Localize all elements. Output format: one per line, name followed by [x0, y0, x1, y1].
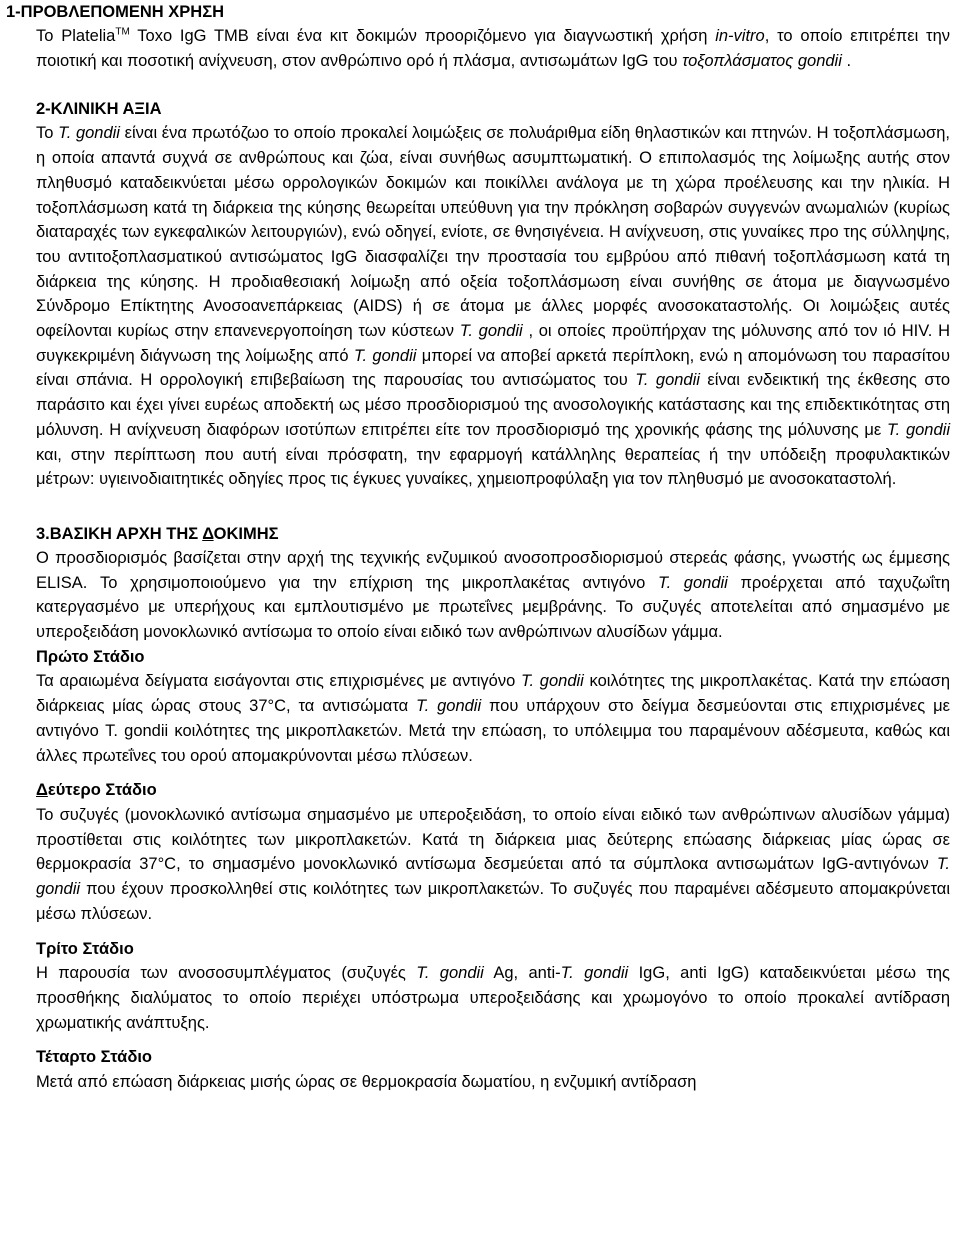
clinical-value-paragraph	[36, 121, 950, 492]
heading-run: εύτερο Στάδιο	[47, 781, 157, 800]
text-run: Το συζυγές (μονοκλωνικό αντίσωμα σημασμένο με υπεροξειδάση, το οποίο είναι ειδικό των ανθρώπινων αλυσίδων γάμμα) προστίθεται στις κοιλότητες των μικροπλακετών. Κατά τη διάρκεια μιας δεύτερης επώασης διάρκειας μίας ώρας σε θερμοκρασία 37°C, το σημασμένο μονοκλωνικό αντίσωμα δεσμεύεται από τα σύμπλοκα αντισωμάτων IgG-αντιγόνων	[36, 805, 950, 874]
text-run: μπορεί να αποβεί αρκετά περίπλοκη, ενώ η απομόνωση του παρασίτου είναι σπάνια. Η ορρολογική επιβεβαίωση της παρουσίας του αντισώματος του	[36, 346, 950, 390]
text-run: είναι ενδεικτική της έκθεσης στο παράσιτο και έχει γίνει ευρέως αποδεκτή ως μέσο προσδιορισμού της ανοσολογικής κατάστασης και της επιδεκτικότητας στη μόλυνση. Η ανίχνευση διαφόρων ισοτύπων επιτρέπει είτε τον προσδιορισμό της χρονικής φάσης της μόλυνσης με	[36, 371, 950, 439]
intended-use-paragraph	[36, 24, 950, 73]
italic-term: T. gondii	[36, 855, 950, 899]
trademark-superscript: TM	[115, 26, 130, 38]
italic-term: T. gondii	[353, 346, 417, 365]
text-run: Ag, anti-	[483, 964, 561, 983]
stage-1-paragraph	[36, 669, 950, 768]
stage-3-paragraph	[36, 961, 950, 1035]
italic-term: T. gondii	[416, 697, 482, 716]
stage-2-paragraph	[36, 803, 950, 927]
text-run: Το Platelia	[36, 27, 116, 45]
italic-term: T. gondii	[58, 124, 120, 143]
text-run: Toxo IgG TMB είναι ένα κιτ δοκιμών προοριζόμενο για διαγνωστική χρήση	[129, 27, 716, 45]
heading-underlined-letter: Δ	[202, 524, 214, 543]
text-run: Το	[36, 124, 59, 143]
italic-term: τοξοπλάσματος gondii	[682, 51, 842, 70]
text-run: , το οποίο επιτρέπει την ποιοτική και ποσοτική ανίχνευση, στον ανθρώπινο ορό ή πλάσμα, αντισωμάτων IgG του	[36, 27, 950, 70]
text-run: είναι ένα πρωτόζωο το οποίο προκαλεί λοιμώξεις σε πολυάριθμα είδη θηλαστικών και πτηνών. Η τοξοπλάσμωση, η οποία απαντά συχνά σε ανθρώπους και ζώα, είναι συνήθως ασυμπτωματική. Ο επιπολασμός της λοίμωξης αυτής στον πληθυσμό καταδεικνύεται μέσω ορρολογικών δοκιμών και ποικίλλει ανάλογα με τη χώρα προέλευσης και την ηλικία. Η τοξοπλάσμωση κατά τη διάρκεια της κύησης θεωρείται υπεύθυνη για την πρόκληση σοβαρών συγγενών ανωμαλιών (κυρίως διαταραχές των εγκεφαλικών λειτουργιών), ενώ οδηγεί, ενίοτε, σε θνησιγένεια. Η ανίχνευση, στις γυναίκες προ της σύλληψης, του αντιτοξοπλασματικού αντισώματος IgG διασφαλίζει την προστασία του εμβρύου από πιθανή τοξοπλάσμωση κατά τη διάρκεια της κύησης. Η προδιαθεσιακή λοίμωξη από οξεία τοξοπλάσμωση είναι συνήθης σε άτομα με διαγνωσμένο Σύνδρομο Επίκτητης Ανοσοανεπάρκειας (AIDS) ή σε άτομα με άλλες μορφές ανοσοκαταστολής. Οι λοιμώξεις αυτές οφείλονται κυρίως στην επανενεργοποίηση των κύστεων	[36, 124, 950, 341]
stage-3-heading: Τρίτο Στάδιο	[36, 939, 134, 958]
text-run: προέρχεται από ταχυζωΐτη κατεργασμένο με υπερήχους και εμπλουτισμένο με πρωτεΐνες μεμβράνης. Το συζυγές αποτελείται από σημασμένο με υπεροξειδάση μονοκλωνικό αντίσωμα το οποίο είναι ειδικό των ανθρώπινων αλυσίδων γάμμα.	[36, 573, 951, 642]
stage-2-heading	[36, 778, 950, 803]
text-run: .	[841, 51, 852, 70]
text-run: που υπάρχουν στο δείγμα δεσμεύονται στις επιχρισμένες με αντιγόνο T. gondii κοιλότητες της μικροπλακετών. Μετά την επώαση, το υπόλειμμα του παραμένουν αδέσμευτα, καθώς και άλλες πρωτεΐνες του ορού απομακρύνονται μέσω πλύσεων.	[36, 697, 950, 765]
text-run: Μετά από επώαση διάρκειας μισής ώρας σε θερμοκρασία δωματίου, η ενζυμική αντίδραση	[36, 1073, 697, 1092]
text-run: κοιλότητες της μικροπλακέτας. Κατά την επώαση διάρκειας μίας ώρας στους 37°C, τα αντισώματα	[36, 672, 950, 716]
italic-term: T. gondii	[635, 371, 700, 390]
text-run: IgG, anti IgG) καταδεικνύεται μέσω της προσθήκης διαλύματος το οποίο περιέχει υπόστρωμα υπεροξειδάσης και χρωμογόνο το οποίο προκαλεί αντίδραση χρωματικής ανάπτυξης.	[36, 964, 951, 1032]
text-run: Τα αραιωμένα δείγματα εισάγονται στις επιχρισμένες με αντιγόνο	[36, 672, 521, 691]
italic-term: in-vitro	[715, 27, 765, 45]
section-1-heading: 1-ΠΡΟΒΛΕΠΟΜΕΝΗ ΧΡΗΣΗ	[6, 3, 225, 21]
stage-4-heading: Τέταρτο Στάδιο	[36, 1048, 152, 1067]
heading-run: ΟΚΙΜΗΣ	[213, 524, 279, 543]
italic-term: T. gondii	[887, 420, 950, 439]
italic-term: T. gondii	[520, 672, 584, 691]
italic-term: T. gondii	[560, 964, 629, 983]
heading-run: 3.ΒΑΣΙΚΗ ΑΡΧΗ ΤΗΣ	[36, 524, 203, 543]
section-2-heading: 2-ΚΛΙΝΙΚΗ ΑΞΙΑ	[36, 100, 162, 119]
italic-term: T. gondii	[658, 573, 728, 592]
stage-4-paragraph	[36, 1070, 950, 1095]
section-3-heading	[36, 522, 950, 546]
heading-underlined-letter: Δ	[36, 781, 48, 800]
text-run: που έχουν προσκολληθεί στις κοιλότητες των μικροπλακετών. Το συζυγές που παραμένει αδέσμευτο απομακρύνεται μέσω πλύσεων.	[36, 880, 950, 923]
stage-1-heading: Πρώτο Στάδιο	[36, 647, 145, 666]
text-run: Ο προσδιορισμός βασίζεται στην αρχή της τεχνικής ενζυμικού ανοσοπροσδιορισμού στερεάς φάσης, γνωστής ως έμμεσης ELISA. Το χρησιμοποιούμενο για την επίχριση της μικροπλακέτας αντιγόνο	[36, 548, 950, 592]
text-run: και, στην περίπτωση που αυτή είναι πρόσφατη, την εφαρμογή κατάλληλης θεραπείας ή την υπόδειξη προφυλακτικών μέτρων: υγιεινοδιαιτητικές οδηγίες προς τις έγκυες γυναίκες, χημειοπροφύλαξη για τον πληθυσμό με ανοσοκαταστολή.	[36, 445, 950, 489]
text-run: , οι οποίες προϋπήρχαν της μόλυνσης από τον ιό HIV. Η συγκεκριμένη διάγνωση της λοίμωξης από	[36, 322, 950, 365]
italic-term: T. gondii	[416, 964, 484, 983]
text-run: Η παρουσία των ανοσοσυμπλέγματος (συζυγές	[36, 964, 417, 983]
principle-intro-paragraph	[36, 546, 950, 645]
italic-term: T. gondii	[459, 322, 523, 341]
